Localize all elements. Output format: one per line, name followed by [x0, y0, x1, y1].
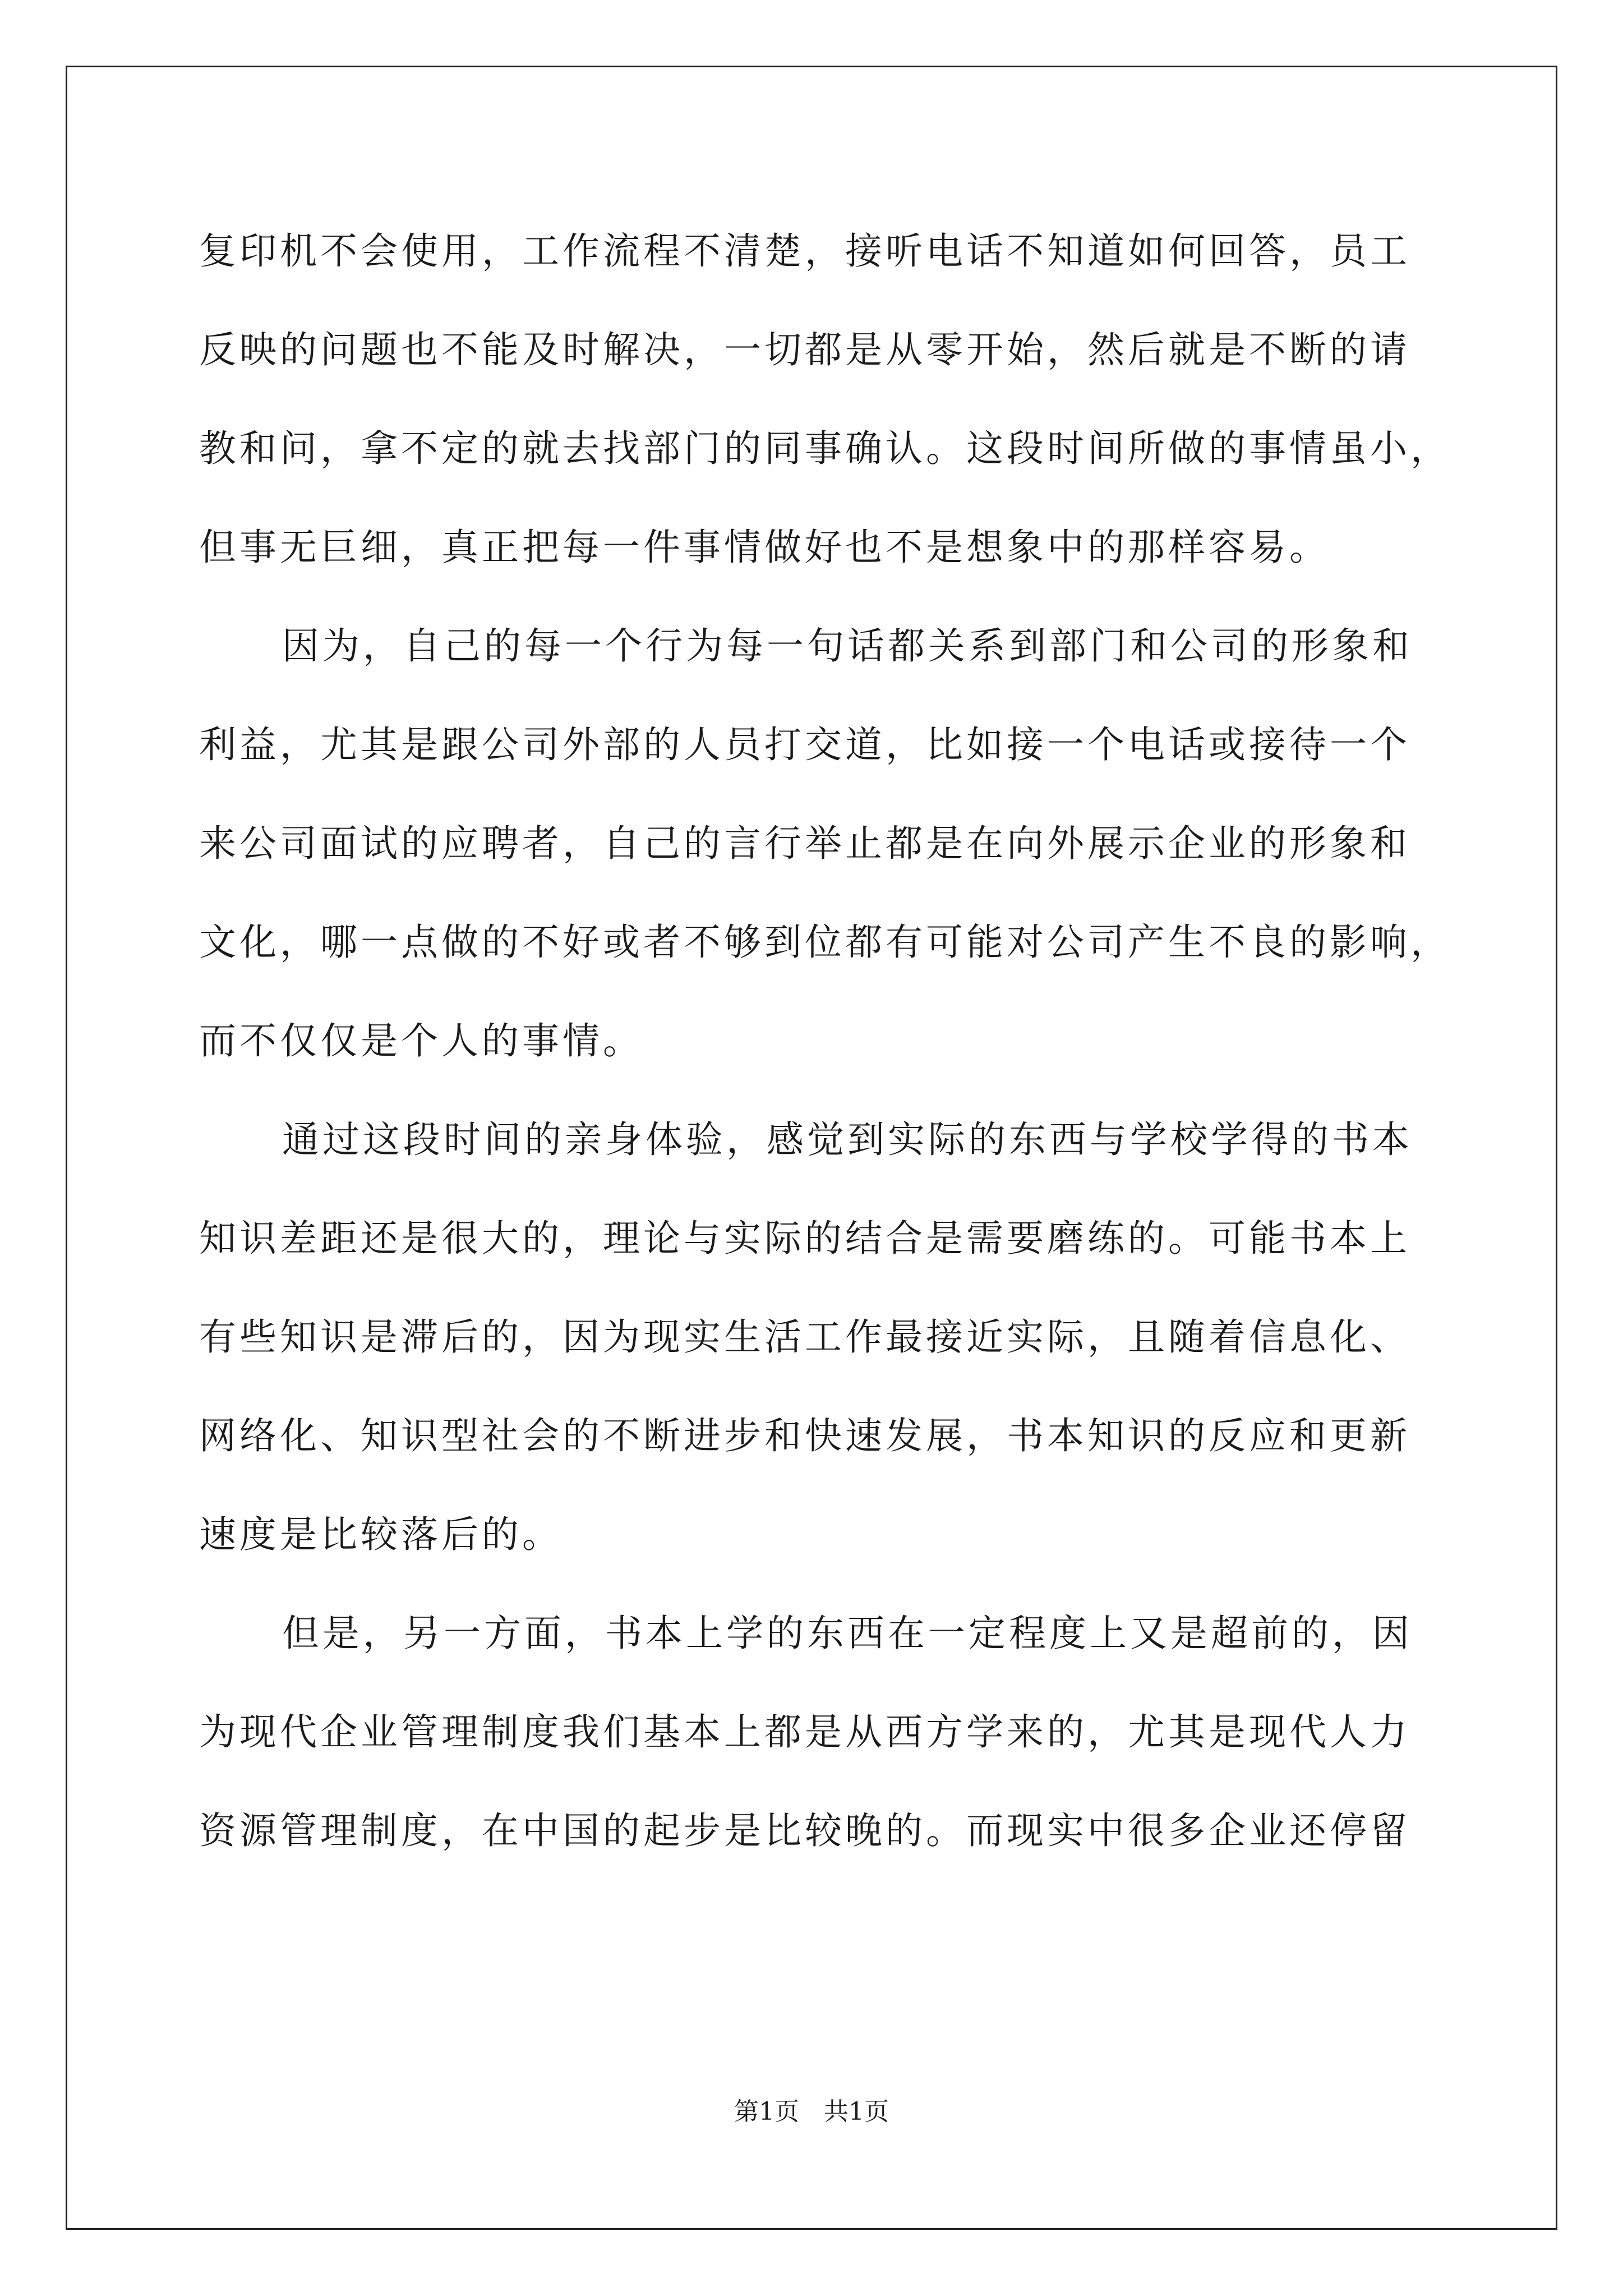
text-line: 知识差距还是很大的，理论与实际的结合是需要磨练的。可能书本上 [199, 1217, 1410, 1260]
text-line: 文化，哪一点做的不好或者不够到位都有可能对公司产生不良的影响， [199, 921, 1451, 964]
paragraph-first-line: 通过这段时间的亲身体验，感觉到实际的东西与学校学得的书本 [282, 1118, 1413, 1161]
document-body [199, 202, 1451, 1880]
text-line: 资源管理制度，在中国的起步是比较晚的。而现实中很多企业还停留 [199, 1809, 1410, 1852]
text-line: 利益，尤其是跟公司外部的人员打交道，比如接一个电话或接待一个 [199, 723, 1410, 766]
text-line: 网络化、知识型社会的不断进步和快速发展，书本知识的反应和更新 [199, 1414, 1410, 1457]
paragraph-first-line: 因为，自己的每一个行为每一句话都关系到部门和公司的形象和 [282, 624, 1413, 668]
text-line: 教和问，拿不定的就去找部门的同事确认。这段时间所做的事情虽小， [199, 427, 1451, 470]
text-line: 而不仅仅是个人的事情。 [199, 1019, 643, 1062]
text-line: 为现代企业管理制度我们基本上都是从西方学来的，尤其是现代人力 [199, 1710, 1410, 1754]
text-line: 有些知识是滞后的，因为现实生活工作最接近实际，且随着信息化、 [199, 1315, 1410, 1359]
text-line: 反映的问题也不能及时解决，一切都是从零开始，然后就是不断的请 [199, 328, 1410, 371]
text-line: 速度是比较落后的。 [199, 1513, 562, 1556]
text-line: 复印机不会使用，工作流程不清楚，接听电话不知道如何回答，员工 [199, 229, 1410, 273]
page-number-footer: 第1页 共1页 [734, 2097, 889, 2126]
paragraph-first-line: 但是，另一方面，书本上学的东西在一定程度上又是超前的，因 [282, 1612, 1413, 1655]
text-line: 来公司面试的应聘者，自己的言行举止都是在向外展示企业的形象和 [199, 822, 1410, 865]
text-line: 但事无巨细，真正把每一件事情做好也不是想象中的那样容易。 [199, 526, 1330, 569]
